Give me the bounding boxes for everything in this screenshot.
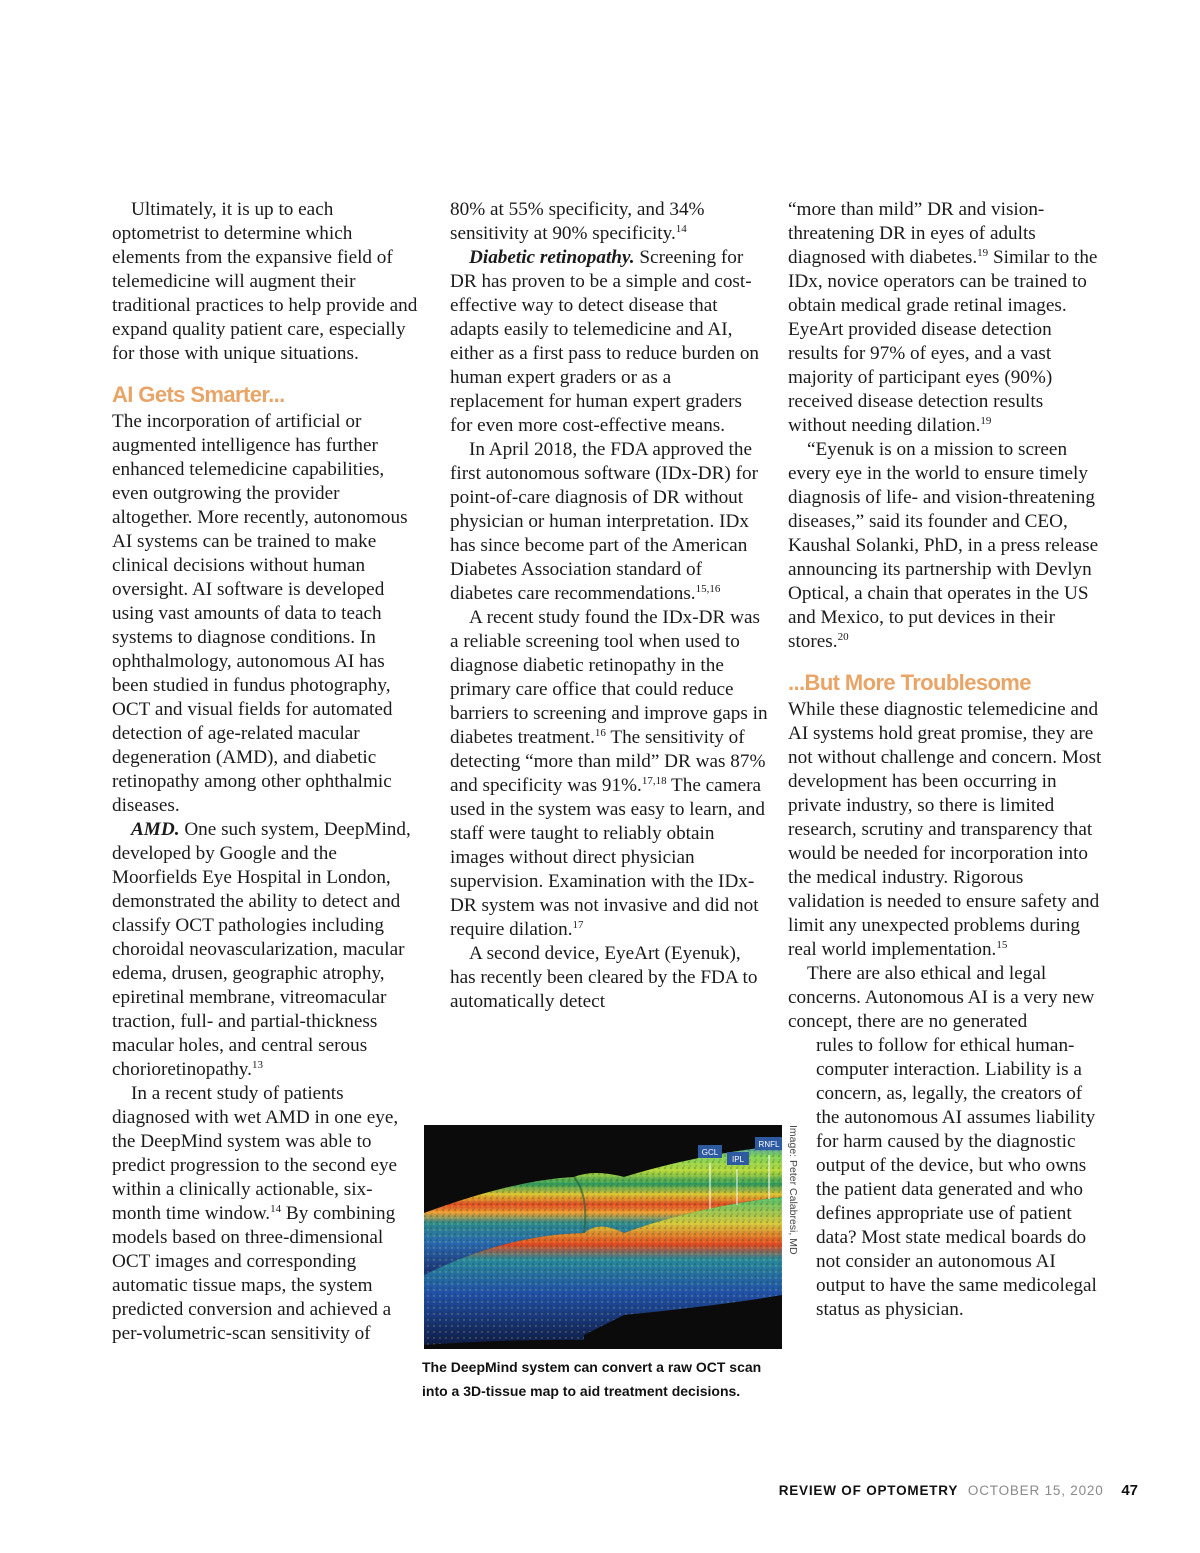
- reference-number: 16: [594, 727, 606, 739]
- reference-number: 13: [251, 1059, 263, 1071]
- paragraph: [788, 198, 1102, 438]
- figure-caption: The DeepMind system can convert a raw OCT scan into a 3D-tissue map to aid treatment decisions.: [422, 1359, 762, 1399]
- column-3: [788, 198, 1102, 1322]
- magazine-name: REVIEW OF OPTOMETRY: [778, 1483, 959, 1498]
- paragraph-text: Screening for DR has proven to be a simple and cost-effective way to detect disease that adapts easily to telemedicine and AI, either as a first pass to reduce burden on human expert graders or as a replacement for human expert graders for even more cost-effective means.: [450, 247, 760, 436]
- reference-number: 20: [837, 631, 849, 643]
- paragraph-text: Similar to the IDx, novice operators can be trained to obtain medical grade retinal images. EyeArt provided disease detection results for 97% of eyes, and a vast majority of participant eyes (90%) received disease detection results without needing dilation.: [788, 247, 1098, 436]
- paragraph-text: By combining models based on three-dimensional OCT images and corresponding automatic tissue maps, the system predicted conversion and achieved a per-volumetric-scan sensitivity of: [112, 1203, 396, 1344]
- reference-number: 17: [572, 919, 584, 931]
- paragraph: [788, 698, 1102, 962]
- paragraph-text: The camera used in the system was easy to learn, and staff were taught to reliably obtain images without direct physician supervision. Examination with the IDx-DR system was not invasive and did not require dilation.: [450, 775, 765, 940]
- paragraph-text: In a recent study of patients diagnosed with wet AMD in one eye, the DeepMind system was able to predict progression to the second eye within a clinically actionable, six-month time window.: [112, 1083, 399, 1224]
- paragraph-text: While these diagnostic telemedicine and AI systems hold great promise, they are not without challenge and concern. Most development has been occurring in private industry, so there is limited research, scrutiny and transparency that would be needed for incorporation into the medical industry. Rigorous validation is needed to ensure safety and limit any unexpected problems during real world implementation.: [788, 699, 1102, 960]
- oct-scan-graphic: [424, 1125, 782, 1349]
- reference-number: 15: [996, 939, 1008, 951]
- paragraph-text: 80% at 55% specificity, and 34% sensitivity at 90% specificity.: [450, 199, 705, 244]
- reference-number: 19: [980, 415, 992, 427]
- paragraph: [450, 606, 768, 942]
- column-2: [450, 198, 768, 1014]
- run-in-heading-diabetic-retinopathy: Diabetic retinopathy.: [469, 247, 635, 268]
- layer-label-rnfl: RNFL: [758, 1140, 780, 1149]
- layer-label-ipl: IPL: [731, 1155, 745, 1164]
- paragraph: The incorporation of artificial or augmented intelligence has further enhanced telemedicine capabilities, even outgrowing the provider altogether. More recently, autonomous AI systems can be trained to make clinical decisions without human oversight. AI software is developed using vast amounts of data to teach systems to diagnose conditions. In ophthalmology, autonomous AI has been studied in fundus photography, OCT and visual fields for automated detection of age-related macular degeneration (AMD), and diabetic retinopathy among other ophthalmic diseases.: [112, 411, 408, 816]
- reference-number: 15,16: [695, 583, 721, 595]
- layer-label-gcl: GCL: [701, 1148, 719, 1157]
- issue-date: OCTOBER 15, 2020: [967, 1483, 1104, 1498]
- paragraph-text: “more than mild” DR and vision-threatening DR in eyes of adults diagnosed with diabetes.: [788, 199, 1045, 268]
- paragraph: Ultimately, it is up to each optometrist to determine which elements from the expansive field of telemedicine will augment their traditional practices to help provide and expand quality patient care, especially for those with unique situations.: [112, 199, 418, 364]
- paragraph: [450, 198, 768, 246]
- paragraph-text: A recent study found the IDx-DR was a reliable screening tool when used to diagnose diabetic retinopathy in the primary care office that could reduce barriers to screening and improve gaps in diabetes treatment.: [450, 607, 768, 748]
- paragraph: There are also ethical and legal concerns. Autonomous AI is a very new concept, there are no generated: [788, 963, 1095, 1032]
- paragraph: [450, 246, 768, 438]
- image-credit: Image: Peter Calabresi, MD: [787, 1125, 799, 1255]
- reference-number: 19: [977, 247, 989, 259]
- wrapped-text: [788, 1034, 1102, 1322]
- paragraph-text: “Eyenuk is on a mission to screen every eye in the world to ensure timely diagnosis of life- and vision-threatening diseases,” said its founder and CEO, Kaushal Solanki, PhD, in a press release announcing its partnership with Devlyn Optical, a chain that operates in the US and Mexico, to put devices in their stores.: [788, 439, 1099, 652]
- reference-number: 17,18: [641, 775, 667, 787]
- paragraph: [112, 818, 420, 1082]
- page-number: 47: [1121, 1482, 1138, 1499]
- column-1: [112, 198, 420, 1346]
- paragraph: [450, 438, 768, 606]
- section-heading-but-more-troublesome: ...But More Troublesome: [788, 670, 1031, 695]
- section-heading-ai-gets-smarter: AI Gets Smarter...: [112, 382, 285, 407]
- page-footer: [779, 1482, 1138, 1499]
- reference-number: 14: [270, 1203, 282, 1215]
- reference-number: 14: [675, 223, 687, 235]
- paragraph-text: In April 2018, the FDA approved the first autonomous software (IDx-DR) for point-of-care diagnosis of DR without physician or human interpretation. IDx has since become part of the American Diabetes Association standard of diabetes care recommendations.: [450, 439, 758, 604]
- paragraph-continued: rules to follow for ethical human-computer interaction. Liability is a concern, as, legally, the creators of the autonomous AI assumes liability for harm caused by the diagnostic output of the device, but who owns the patient data generated and who defines appropriate use of patient data? Most state medical boards do not consider an autonomous AI output to have the same medicolegal status as physician.: [816, 1035, 1097, 1320]
- oct-3d-tissue-map-image: [424, 1125, 782, 1349]
- paragraph: [788, 438, 1102, 654]
- paragraph-text: One such system, DeepMind, developed by Google and the Moorfields Eye Hospital in London, demonstrated the ability to detect and classify OCT pathologies including choroidal neovascularization, macular edema, drusen, geographic atrophy, epiretinal membrane, vitreomacular traction, full- and partial-thickness macular holes, and central serous chorioretinopathy.: [112, 819, 411, 1080]
- paragraph: [112, 1082, 420, 1346]
- run-in-heading-amd: AMD.: [131, 819, 180, 840]
- paragraph-text: The sensitivity of detecting “more than mild” DR was 87% and specificity was 91%.: [450, 727, 766, 796]
- paragraph: A second device, EyeArt (Eyenuk), has recently been cleared by the FDA to automatically detect: [450, 943, 758, 1012]
